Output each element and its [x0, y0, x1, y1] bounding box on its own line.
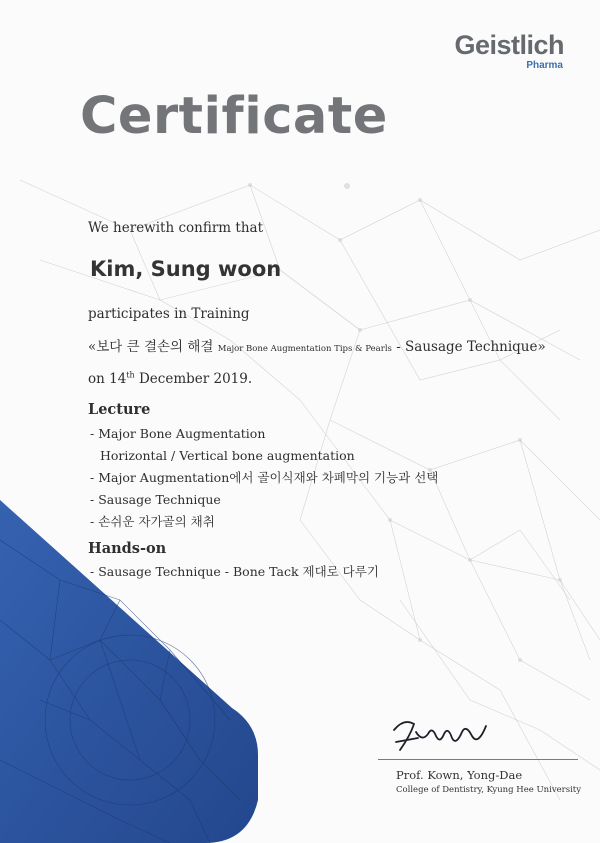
hands-on-item: - Sausage Technique - Bone Tack 제대로 다루기 — [90, 564, 379, 579]
date-suffix: th — [126, 370, 135, 380]
confirm-text: We herewith confirm that — [88, 220, 263, 236]
training-small-title: Major Bone Augmentation Tips & Pearls — [217, 344, 392, 354]
training-open-quote: « — [88, 339, 97, 355]
training-title — [88, 338, 546, 358]
lecture-heading: Lecture — [88, 401, 151, 418]
signer-affiliation: College of Dentistry, Kyung Hee University — [396, 785, 582, 795]
lecture-item: Horizontal / Vertical bone augmentation — [100, 448, 355, 463]
signer-name: Prof. Kown, Yong-Dae — [396, 768, 523, 782]
date-prefix: on 14 — [88, 371, 127, 387]
training-subtitle: - Sausage Technique» — [396, 339, 546, 355]
brand-sub: Pharma — [526, 60, 563, 71]
lecture-item: - Major Augmentation에서 골이식재와 차폐막의 기능과 선택 — [90, 470, 439, 485]
participates-text: participates in Training — [88, 306, 250, 322]
handwritten-signature — [388, 712, 498, 760]
brand-name: Geistlich — [454, 30, 564, 60]
lecture-item: - Major Bone Augmentation — [90, 426, 266, 441]
recipient-name: Kim, Sung woon — [90, 257, 282, 281]
hands-on-heading: Hands-on — [88, 540, 167, 557]
hands-on-list — [90, 561, 379, 583]
training-date — [88, 370, 252, 388]
lecture-item: - 손쉬운 자가골의 채취 — [90, 514, 215, 529]
certificate-title: Certificate — [80, 87, 388, 146]
lecture-item: - Sausage Technique — [90, 492, 221, 507]
lecture-list — [90, 423, 438, 533]
geistlich-logo — [454, 30, 564, 71]
date-rest: December 2019. — [134, 371, 253, 387]
training-korean-title: 보다 큰 결손의 해결 — [96, 339, 214, 355]
signature-line — [378, 759, 578, 760]
